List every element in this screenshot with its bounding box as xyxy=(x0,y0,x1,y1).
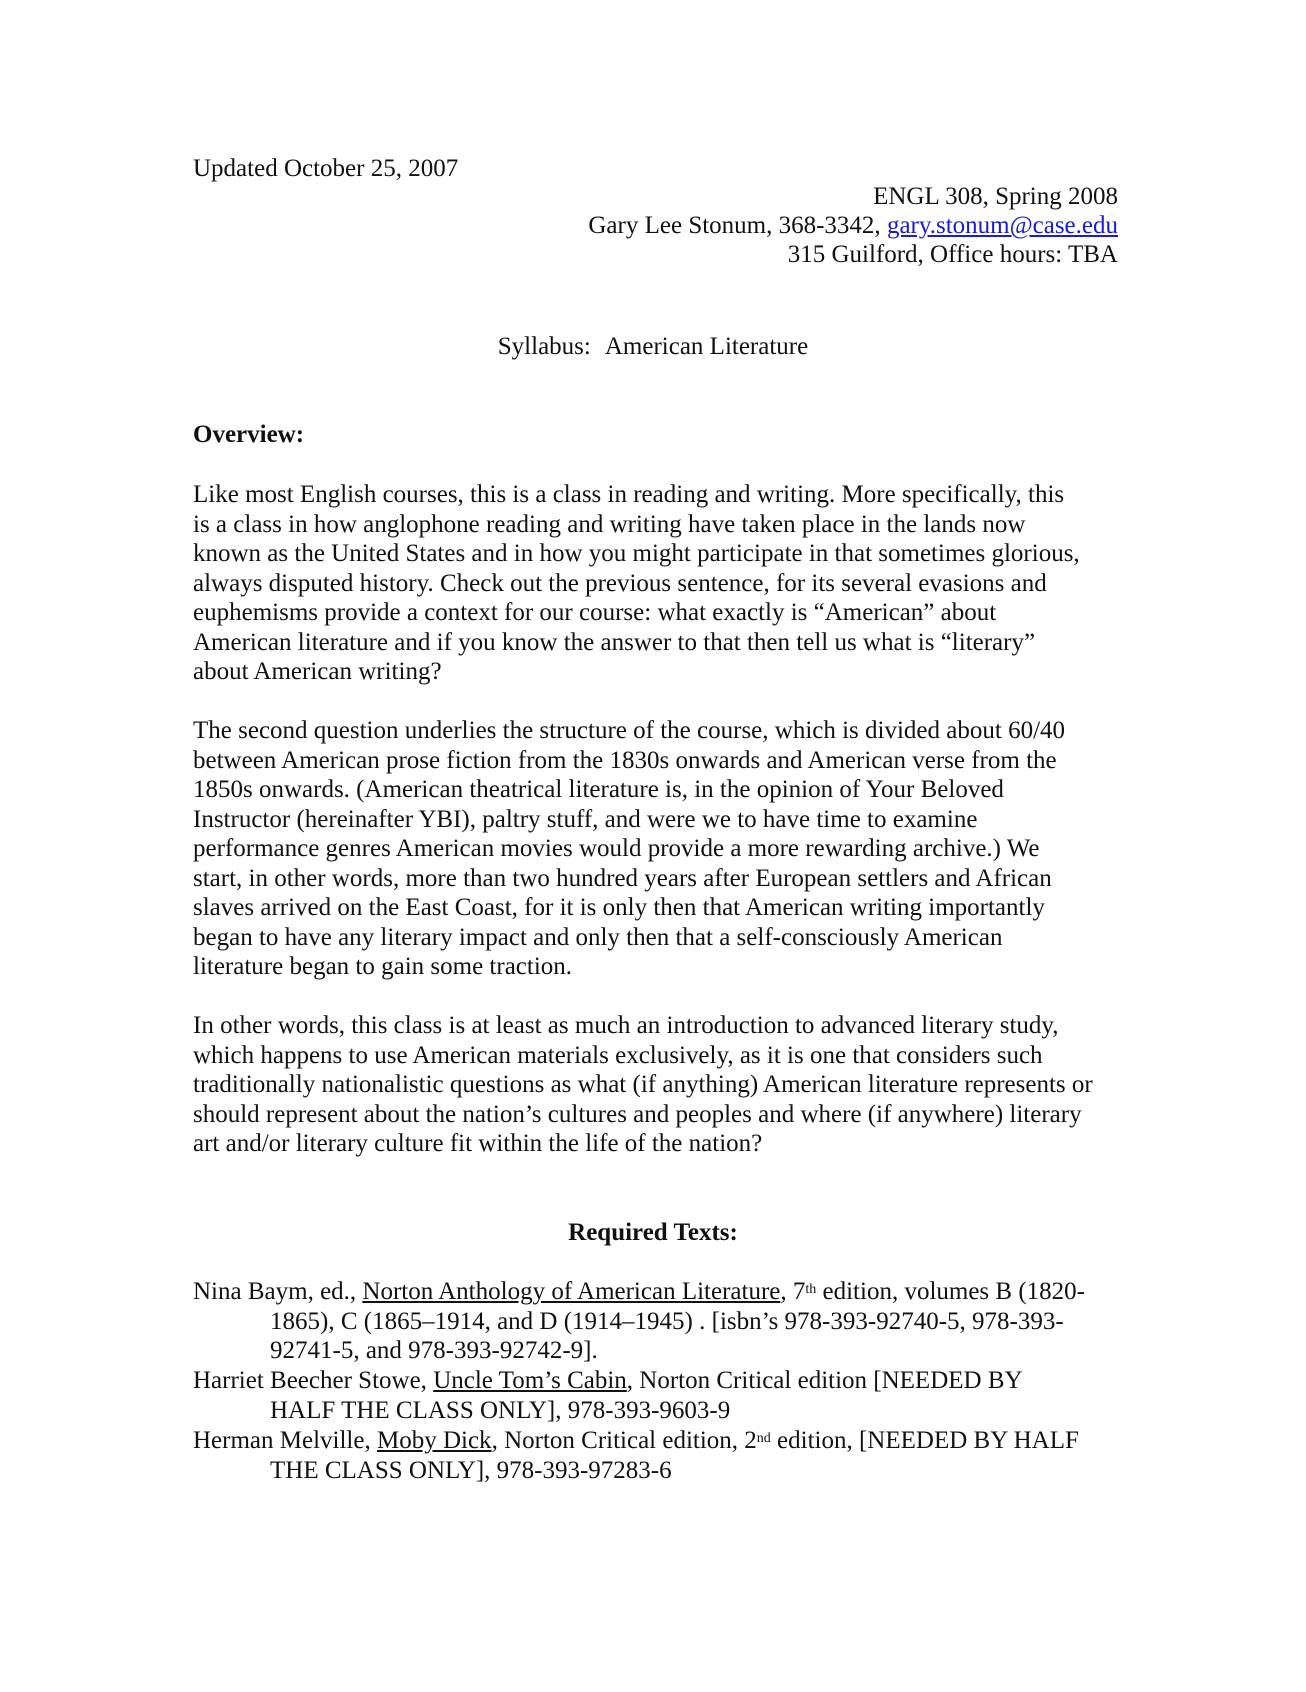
text-line: literature began to gain some traction. xyxy=(193,953,573,980)
text-line: 1850s onwards. (American theatrical literature is, in the opinion of Your Beloved xyxy=(193,776,1004,803)
text-line: always disputed history. Check out the previous sentence, for its several evasions and xyxy=(193,569,1047,597)
instructor-contact: Gary Lee Stonum, 368-3342, xyxy=(588,212,887,239)
entry-author: Herman Melville, xyxy=(193,1427,377,1454)
entry-edition: , Norton Critical edition, 2 xyxy=(491,1427,757,1454)
overview-paragraph-2 xyxy=(193,716,1133,982)
text-line: between American prose fiction from the 1830s onwards and American verse from the xyxy=(193,746,1057,774)
entry-author: Nina Baym, ed., xyxy=(193,1278,363,1305)
entry-edition: , 7 xyxy=(780,1278,806,1305)
text-line: art and/or literary culture fit within the life of the nation? xyxy=(193,1130,763,1157)
instructor-line xyxy=(588,211,1118,240)
overview-paragraph-3 xyxy=(193,1011,1133,1159)
text-line: traditionally nationalistic questions as what (if anything) American literature represents or xyxy=(193,1071,1093,1098)
entry-continuation: THE CLASS ONLY], 978-393-97283-6 xyxy=(270,1456,672,1484)
page-title xyxy=(0,332,1306,362)
entry-author: Harriet Beecher Stowe, xyxy=(193,1367,434,1394)
entry-details: , Norton Critical edition [NEEDED BY xyxy=(626,1367,1023,1394)
text-line: which happens to use American materials exclusively, as it is one that considers such xyxy=(193,1041,1043,1069)
bibliography-entry xyxy=(193,1426,1123,1485)
title-label: Syllabus: xyxy=(497,333,591,360)
entry-first-line xyxy=(193,1277,1123,1307)
updated-date: Updated October 25, 2007 xyxy=(193,155,459,182)
bibliography-entry xyxy=(193,1366,1123,1425)
text-line: American literature and if you know the answer to that then tell us what is “literary” xyxy=(193,628,1036,656)
course-info: ENGL 308, Spring 2008 xyxy=(873,183,1118,210)
text-line: euphemisms provide a context for our course: what exactly is “American” about xyxy=(193,599,997,626)
entry-first-line xyxy=(193,1426,1123,1456)
text-line: slaves arrived on the East Coast, for it is only then that American writing importantly xyxy=(193,894,1045,921)
entry-first-line xyxy=(193,1366,1123,1396)
entry-title: Norton Anthology of American Literature xyxy=(362,1278,781,1305)
text-line: Like most English courses, this is a class in reading and writing. More specifically, this xyxy=(193,481,1065,508)
entry-details: edition, volumes B (1820- xyxy=(816,1278,1085,1305)
ordinal-suffix: th xyxy=(805,1282,817,1297)
text-line: Instructor (hereinafter YBI), paltry stuff, and were we to have time to examine xyxy=(193,805,978,833)
overview-heading: Overview: xyxy=(193,421,305,448)
entry-title: Uncle Tom’s Cabin xyxy=(433,1367,627,1394)
text-line: known as the United States and in how you might participate in that sometimes glorious, xyxy=(193,540,1080,567)
entry-title: Moby Dick xyxy=(376,1427,492,1454)
course-header xyxy=(588,182,1118,269)
entry-continuation: 1865), C (1865–1914, and D (1914–1945) . [isbn’s 978-393-92740-5, 978-393- xyxy=(270,1307,1064,1335)
entry-details: edition, [NEEDED BY HALF xyxy=(770,1427,1079,1454)
text-line: The second question underlies the structure of the course, which is divided about 60/40 xyxy=(193,717,1066,744)
text-line: is a class in how anglophone reading and writing have taken place in the lands now xyxy=(193,510,1026,538)
bibliography-entry xyxy=(193,1277,1123,1366)
required-texts-heading: Required Texts: xyxy=(568,1219,738,1246)
text-line: In other words, this class is at least as much an introduction to advanced literary study, xyxy=(193,1012,1059,1039)
ordinal-suffix: nd xyxy=(756,1431,771,1446)
overview-paragraph-1 xyxy=(193,480,1133,687)
text-line: should represent about the nation’s cultures and peoples and where (if anywhere) literary xyxy=(193,1100,1082,1128)
text-line: began to have any literary impact and only then that a self-consciously American xyxy=(193,923,1003,951)
title-subject: American Literature xyxy=(604,333,809,360)
office-info: 315 Guilford, Office hours: TBA xyxy=(787,241,1118,268)
email-link[interactable]: gary.stonum@case.edu xyxy=(886,212,1118,239)
text-line: performance genres American movies would provide a more rewarding archive.) We xyxy=(193,835,1040,862)
entry-continuation: HALF THE CLASS ONLY], 978-393-9603-9 xyxy=(270,1396,731,1424)
entry-continuation: 92741-5, and 978-393-92742-9]. xyxy=(270,1337,598,1364)
text-line: about American writing? xyxy=(193,658,442,685)
text-line: start, in other words, more than two hundred years after European settlers and African xyxy=(193,864,1052,892)
